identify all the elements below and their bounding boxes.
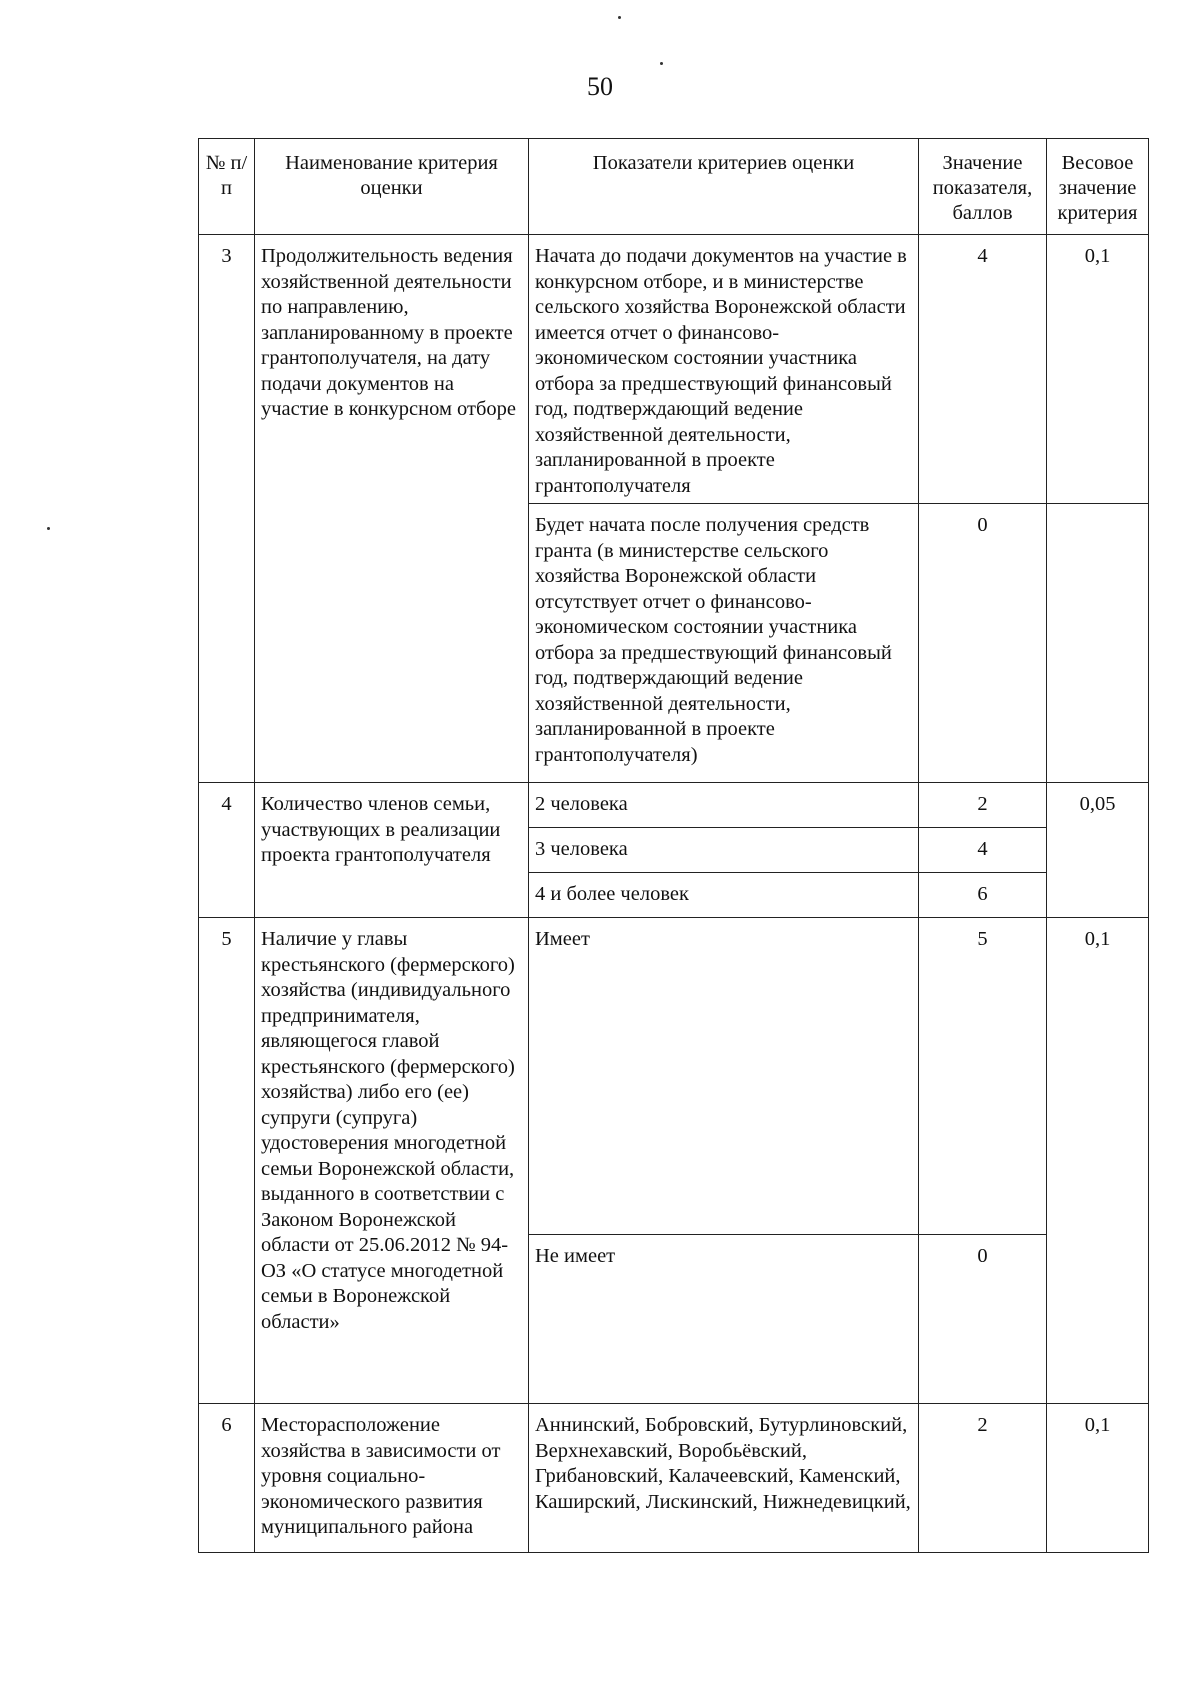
table-row bbox=[199, 918, 1149, 1235]
header-name: Наименование критерия оценки bbox=[255, 139, 529, 235]
row-num: 6 bbox=[199, 1404, 255, 1553]
indicator-text: 2 человека bbox=[529, 783, 919, 828]
indicator-text: Не имеет bbox=[529, 1235, 919, 1404]
criterion-name: Продолжительность ведения хозяйственной деятельности по направлению, запланированному в проекте грантополучателя, на дату подачи документов на участие в конкурсном отборе bbox=[255, 235, 529, 783]
indicator-text: Начата до подачи документов на участие в конкурсном отборе, и в министерстве сельского хозяйства Воронежской области имеется отчет о финансово-экономическом состоянии участника отбора за предшествующий финансовый год, подтверждающий ведение хозяйственной деятельности, запланированной в проекте грантополучателя bbox=[529, 235, 919, 504]
indicator-value: 4 bbox=[919, 235, 1047, 504]
indicator-text: 4 и более человек bbox=[529, 873, 919, 918]
table-row bbox=[199, 235, 1149, 504]
criterion-weight: 0,05 bbox=[1047, 783, 1149, 918]
indicator-text: 3 человека bbox=[529, 828, 919, 873]
header-weight: Весовое значение критерия bbox=[1047, 139, 1149, 235]
empty-weight-cell bbox=[1047, 504, 1149, 783]
criterion-weight: 0,1 bbox=[1047, 1404, 1149, 1553]
indicator-value: 0 bbox=[919, 504, 1047, 783]
indicator-value: 5 bbox=[919, 918, 1047, 1235]
criterion-name: Количество членов семьи, участвующих в реализации проекта грантополучателя bbox=[255, 783, 529, 918]
indicator-value: 4 bbox=[919, 828, 1047, 873]
indicator-text: Будет начата после получения средств гранта (в министерстве сельского хозяйства Воронежской области отсутствует отчет о финансово-экономическом состоянии участника отбора за предшествующий финансовый год, подтверждающий ведение хозяйственной деятельности, запланированной в проекте грантополучателя) bbox=[529, 504, 919, 783]
header-value: Значение показателя, баллов bbox=[919, 139, 1047, 235]
criterion-name: Наличие у главы крестьянского (фермерского) хозяйства (индивидуального предпринимателя, являющегося главой крестьянского (фермерского) хозяйства) либо его (ее) супруги (супруга) удостоверения многодетной семьи Воронежской области, выданного в соответствии с Законом Воронежской области от 25.06.2012 № 94-ОЗ «О статусе многодетной семьи в Воронежской области» bbox=[255, 918, 529, 1404]
row-num: 5 bbox=[199, 918, 255, 1404]
criterion-weight: 0,1 bbox=[1047, 235, 1149, 504]
table-header-row bbox=[199, 139, 1149, 235]
header-num: № п/п bbox=[199, 139, 255, 235]
indicator-text: Имеет bbox=[529, 918, 919, 1235]
table-row bbox=[199, 1404, 1149, 1553]
row-num: 3 bbox=[199, 235, 255, 783]
header-indicators: Показатели критериев оценки bbox=[529, 139, 919, 235]
table-row bbox=[199, 783, 1149, 828]
indicator-value: 2 bbox=[919, 1404, 1047, 1553]
scan-speck bbox=[660, 62, 663, 65]
indicator-text: Аннинский, Бобровский, Бутурлиновский, Верхнехавский, Воробьёвский, Грибановский, Калачеевский, Каменский, Каширский, Лискинский, Нижнедевицкий, bbox=[529, 1404, 919, 1553]
row-num: 4 bbox=[199, 783, 255, 918]
scan-speck bbox=[618, 16, 621, 19]
scan-speck bbox=[47, 527, 50, 530]
criterion-weight: 0,1 bbox=[1047, 918, 1149, 1404]
indicator-value: 6 bbox=[919, 873, 1047, 918]
page-number: 50 bbox=[587, 72, 613, 101]
indicator-value: 2 bbox=[919, 783, 1047, 828]
criterion-name: Месторасположение хозяйства в зависимости от уровня социально-экономического развития муниципального района bbox=[255, 1404, 529, 1553]
criteria-table bbox=[198, 138, 1149, 1553]
indicator-value: 0 bbox=[919, 1235, 1047, 1404]
